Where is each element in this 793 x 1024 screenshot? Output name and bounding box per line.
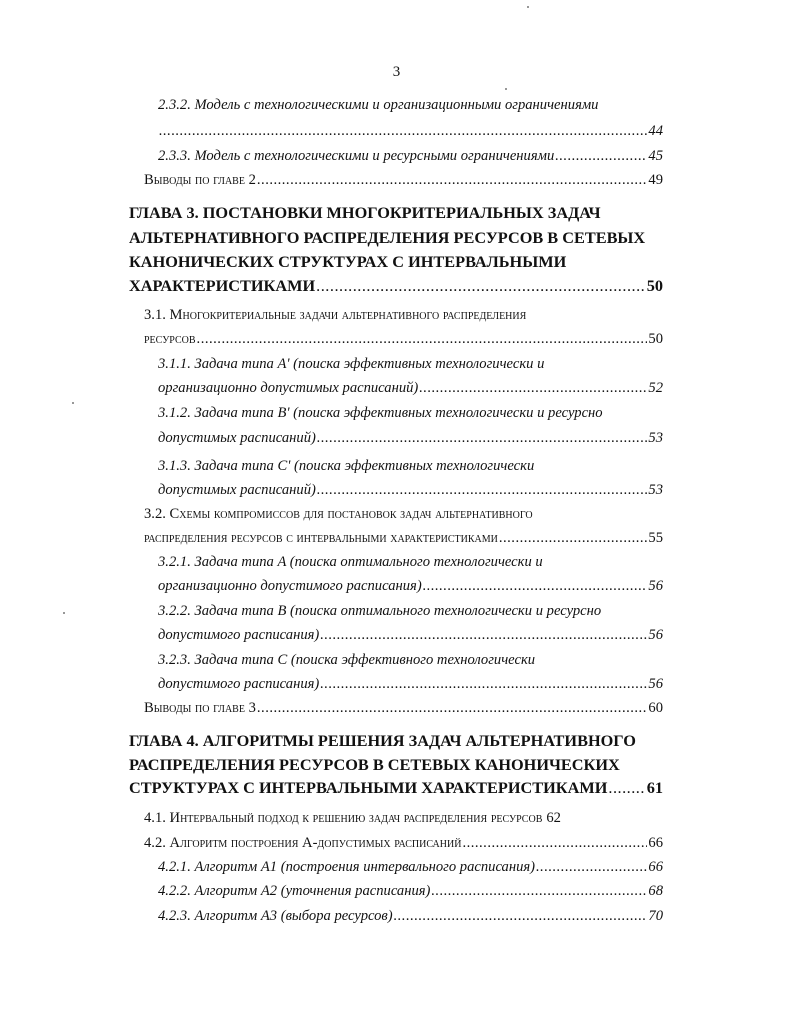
toc-entry-3-2-1-cont xyxy=(158,576,663,596)
toc-chapter-3-line-3: КАНОНИЧЕСКИХ СТРУКТУРАХ С ИНТЕРВАЛЬНЫМИ xyxy=(129,252,567,271)
toc-page-number: 56 xyxy=(648,627,663,643)
dot-leader xyxy=(197,329,648,349)
toc-entry-text: Выводы по главе 3 xyxy=(144,700,256,716)
toc-entry-chapter-2-conclusions[interactable] xyxy=(144,170,663,190)
scan-speck xyxy=(72,402,74,404)
toc-entry-3-1-cont xyxy=(144,329,663,349)
toc-page-number: 68 xyxy=(648,883,663,899)
toc-entry-text: организационно допустимых расписаний) xyxy=(158,380,419,396)
toc-entry-4-2-2[interactable] xyxy=(158,881,663,901)
dot-leader xyxy=(555,146,647,166)
toc-entry-3-1-2[interactable] xyxy=(158,403,663,423)
toc-entry-3-1-3-cont xyxy=(158,480,663,500)
toc-page-number: 49 xyxy=(648,172,663,188)
toc-entry-3-2-2-cont xyxy=(158,625,663,645)
dot-leader xyxy=(317,428,648,448)
toc-entry-3-2[interactable] xyxy=(144,504,663,524)
toc-entry-text: 2.3.2. Модель с технологическими и организационными ограничениями xyxy=(158,97,599,113)
toc-page-number: 53 xyxy=(648,482,663,498)
toc-entry-3-2-3-cont xyxy=(158,674,663,694)
dot-leader xyxy=(316,273,646,298)
toc-entry-text: ресурсов xyxy=(144,331,196,347)
toc-entry-text: допустимого расписания) xyxy=(158,676,320,692)
toc-entry-4-1[interactable] xyxy=(144,808,669,828)
dot-leader xyxy=(462,833,647,853)
toc-page-number: 66 xyxy=(648,835,663,851)
toc-entry-text: СТРУКТУРАХ С ИНТЕРВАЛЬНЫМИ ХАРАКТЕРИСТИКАМИ xyxy=(129,778,608,797)
toc-page-number: 56 xyxy=(648,676,663,692)
toc-page-number: 52 xyxy=(648,380,663,396)
toc-entry-text: 3.2.2. Задача типа B (поиска оптимального технологически и ресурсно xyxy=(158,603,602,619)
toc-entry-text: 4.2. Алгоритм построения A-допустимых расписаний xyxy=(144,835,462,851)
dot-leader xyxy=(317,480,648,500)
toc-page-number: 50 xyxy=(646,276,663,295)
toc-entry-3-2-2[interactable] xyxy=(158,601,663,621)
toc-page-number: 55 xyxy=(648,530,663,546)
toc-entry-text: 3.1.3. Задача типа C' (поиска эффективных технологически xyxy=(158,458,535,474)
dot-leader xyxy=(499,528,648,548)
toc-page-number: 60 xyxy=(648,700,663,716)
toc-entry-text: 4.2.2. Алгоритм A2 (уточнения расписания) xyxy=(158,883,431,899)
toc-entry-text: 4.2.3. Алгоритм A3 (выбора ресурсов) xyxy=(158,908,393,924)
scan-speck xyxy=(505,88,507,90)
toc-chapter-3-line-2: АЛЬТЕРНАТИВНОГО РАСПРЕДЕЛЕНИЯ РЕСУРСОВ В СЕТЕВЫХ xyxy=(129,228,646,247)
toc-chapter-4-line-2: РАСПРЕДЕЛЕНИЯ РЕСУРСОВ В СЕТЕВЫХ КАНОНИЧЕСКИХ xyxy=(129,755,620,774)
toc-entry-chapter-3-conclusions[interactable] xyxy=(144,698,663,718)
toc-entry-text: допустимых расписаний) xyxy=(158,430,316,446)
toc-page-number: 53 xyxy=(648,430,663,446)
toc-page-number: 66 xyxy=(648,859,663,875)
toc-entry-3-1-1[interactable] xyxy=(158,354,663,374)
toc-entry-3-1-1-cont xyxy=(158,378,663,398)
toc-page-number: 70 xyxy=(648,908,663,924)
toc-entry-text: 4.1. Интервальный подход к решению задач распределения ресурсов xyxy=(144,810,543,826)
toc-entry-text: Выводы по главе 2 xyxy=(144,172,256,188)
dot-leader xyxy=(431,881,647,901)
toc-entry-4-2[interactable] xyxy=(144,833,663,853)
toc-entry-3-1-3[interactable] xyxy=(158,456,663,476)
dot-leader xyxy=(320,625,647,645)
toc-entry-3-2-3[interactable] xyxy=(158,650,663,670)
toc-page-number: 45 xyxy=(648,148,663,164)
toc-page-number: 61 xyxy=(646,778,663,797)
toc-entry-2-3-3[interactable] xyxy=(158,146,663,166)
toc-entry-text: 3.2.3. Задача типа C (поиска эффективного технологически xyxy=(158,652,536,668)
toc-chapter-3-line-1[interactable]: ГЛАВА 3. ПОСТАНОВКИ МНОГОКРИТЕРИАЛЬНЫХ ЗАДАЧ xyxy=(129,203,601,222)
toc-page-number: 62 xyxy=(546,810,561,826)
scan-speck xyxy=(63,612,65,614)
toc-entry-2-3-2[interactable] xyxy=(158,95,663,115)
toc-entry-4-2-3[interactable] xyxy=(158,906,663,926)
dot-leader xyxy=(257,170,648,190)
toc-chapter-4-line-3 xyxy=(129,775,663,800)
toc-entry-text: 3.1.1. Задача типа A' (поиска эффективных технологически и xyxy=(158,356,545,372)
toc-entry-3-2-cont xyxy=(144,528,663,548)
dot-leader xyxy=(394,906,648,926)
toc-chapter-4-line-1[interactable]: ГЛАВА 4. АЛГОРИТМЫ РЕШЕНИЯ ЗАДАЧ АЛЬТЕРНАТИВНОГО xyxy=(129,731,636,750)
toc-entry-2-3-2-leader xyxy=(158,121,663,141)
dot-leader xyxy=(320,674,647,694)
toc-entry-text: 3.2. Схемы компромиссов для постановок задач альтернативного xyxy=(144,506,533,522)
dot-leader xyxy=(608,775,645,800)
toc-entry-3-2-1[interactable] xyxy=(158,552,663,572)
dot-leader xyxy=(419,378,647,398)
toc-page-number: 44 xyxy=(648,123,663,139)
toc-entry-3-1[interactable] xyxy=(144,305,663,325)
toc-entry-text: 3.1.2. Задача типа B' (поиска эффективных технологически и ресурсно xyxy=(158,405,603,421)
dot-leader xyxy=(536,857,647,877)
toc-page-number: 56 xyxy=(648,578,663,594)
toc-entry-text: 3.1. Многокритериальные задачи альтернативного распределения xyxy=(144,307,527,323)
dot-leader xyxy=(159,121,647,141)
toc-entry-3-1-2-cont xyxy=(158,428,663,448)
scan-speck xyxy=(527,6,529,8)
dot-leader xyxy=(423,576,648,596)
toc-entry-text: допустимого расписания) xyxy=(158,627,320,643)
toc-entry-text: 4.2.1. Алгоритм A1 (построения интервального расписания) xyxy=(158,859,536,875)
toc-page-number: 50 xyxy=(648,331,663,347)
toc-entry-text: ХАРАКТЕРИСТИКАМИ xyxy=(129,276,316,295)
toc-entry-4-2-1[interactable] xyxy=(158,857,663,877)
toc-entry-text: 2.3.3. Модель с технологическими и ресурсными ограничениями xyxy=(158,148,555,164)
toc-entry-text: 3.2.1. Задача типа A (поиска оптимального технологически и xyxy=(158,554,543,570)
dot-leader xyxy=(257,698,648,718)
page-number: 3 xyxy=(392,64,401,80)
toc-entry-text: распределения ресурсов с интервальными характеристиками xyxy=(144,530,498,546)
toc-entry-text: допустимых расписаний) xyxy=(158,482,316,498)
toc-chapter-3-line-4 xyxy=(129,273,663,298)
toc-entry-text: организационно допустимого расписания) xyxy=(158,578,422,594)
